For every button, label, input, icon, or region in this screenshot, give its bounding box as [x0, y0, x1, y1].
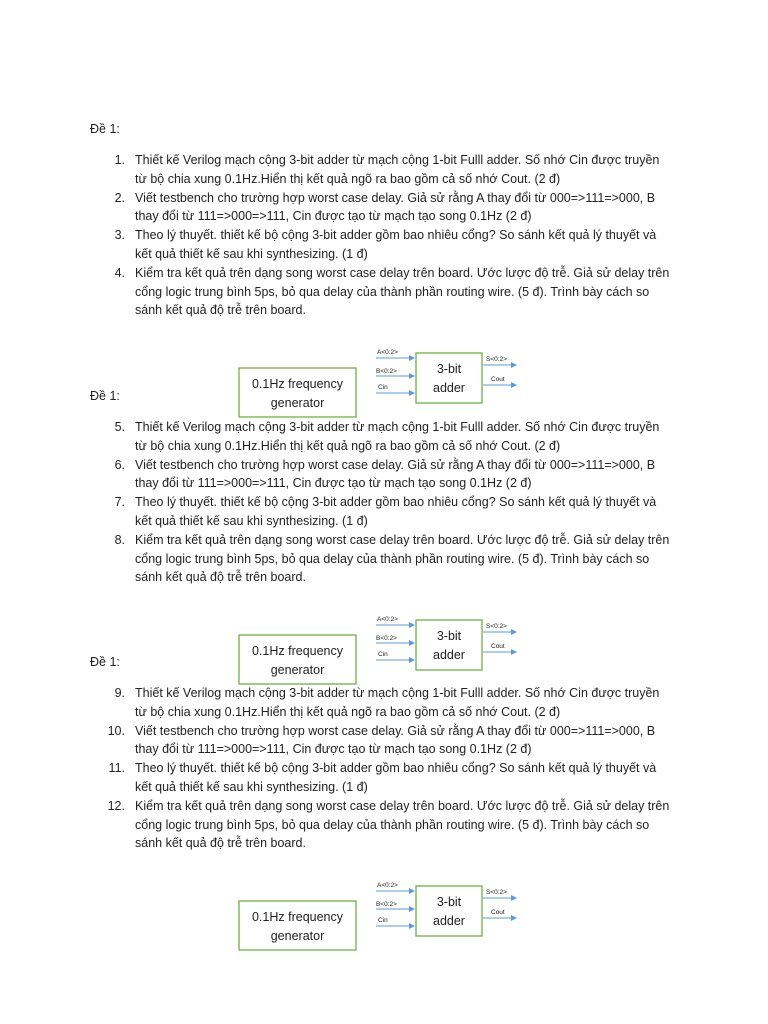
- question-number: 10.: [107, 723, 125, 738]
- question-line: kết quả thiết kế sau khi synthesizing. (1 đ): [135, 246, 368, 261]
- question-line: Theo lý thuyết. thiết kế bộ cộng 3-bit adder gồm bao nhiêu cổng? So sánh kết quả lý thuyết và: [135, 495, 657, 510]
- question-line: Viết testbench cho trường hợp worst case delay. Giả sử rằng A thay đổi từ 000=>111=>000, B: [135, 190, 656, 205]
- adder-label: 3-bit: [436, 362, 462, 376]
- adder-box: [416, 620, 482, 670]
- output-cout-label: Cout: [491, 376, 505, 383]
- output-s-label: S<0:2>: [486, 356, 507, 363]
- question-list: [100, 151, 690, 320]
- input-b-label: B<0:2>: [376, 368, 397, 375]
- question-line: kết quả thiết kế sau khi synthesizing. (1 đ): [135, 513, 368, 528]
- generator-label: 0.1Hz frequency: [251, 644, 344, 658]
- question-line: Kiểm tra kết quả trên dạng song worst case delay trên board. Ước lược độ trễ. Giả sử delay trên: [135, 532, 670, 547]
- block-diagram: [230, 345, 530, 425]
- question-item: [100, 722, 690, 760]
- question-number: 6.: [114, 457, 125, 472]
- section-heading: Đề 1:: [90, 122, 120, 136]
- input-b-label: B<0:2>: [376, 901, 397, 908]
- question-number: 2.: [114, 190, 125, 205]
- question-line: Theo lý thuyết. thiết kế bộ cộng 3-bit adder gồm bao nhiêu cổng? So sánh kết quả lý thuyết và: [135, 228, 657, 243]
- question-number: 12.: [107, 798, 125, 813]
- question-line: sánh kết quả độ trễ trên board.: [135, 836, 306, 851]
- adder-box: [416, 353, 482, 403]
- question-item: [100, 759, 690, 797]
- generator-label: 0.1Hz frequency: [251, 910, 344, 924]
- block-diagram-svg: [230, 345, 530, 425]
- section-heading: Đề 1:: [90, 389, 120, 403]
- block-diagram: [230, 612, 530, 692]
- question-line: thay đổi từ 111=>000=>111, Cin được tạo từ mạch tạo song 0.1Hz (2 đ): [135, 209, 532, 224]
- question-item: [100, 493, 690, 531]
- question-line: Theo lý thuyết. thiết kế bộ cộng 3-bit adder gồm bao nhiêu cổng? So sánh kết quả lý thuyết và: [135, 761, 657, 776]
- question-line: từ bộ chia xung 0.1Hz.Hiển thị kết quả ngõ ra bao gồm cả số nhớ Cout. (2 đ): [135, 438, 561, 453]
- question-number: 9.: [114, 686, 125, 700]
- input-cin-label: Cin: [378, 651, 388, 658]
- question-line: Thiết kế Verilog mạch cộng 3-bit adder từ mạch cộng 1-bit Fulll adder. Số nhớ Cin được truyền: [135, 153, 660, 167]
- question-number: 7.: [114, 495, 125, 510]
- question-line: thay đổi từ 111=>000=>111, Cin được tạo từ mạch tạo song 0.1Hz (2 đ): [135, 476, 532, 491]
- section-heading: Đề 1:: [90, 655, 120, 669]
- question-number: 8.: [114, 532, 125, 547]
- question-line: Viết testbench cho trường hợp worst case delay. Giả sử rằng A thay đổi từ 000=>111=>000, B: [135, 457, 656, 472]
- question-line: cổng logic trung bình 5ps, bỏ qua delay của thành phần routing wire. (5 đ). Trình bày cách so: [135, 551, 650, 566]
- output-s-label: S<0:2>: [486, 623, 507, 630]
- question-line: từ bộ chia xung 0.1Hz.Hiển thị kết quả ngõ ra bao gồm cả số nhớ Cout. (2 đ): [135, 704, 561, 719]
- question-line: Viết testbench cho trường hợp worst case delay. Giả sử rằng A thay đổi từ 000=>111=>000, B: [135, 723, 656, 738]
- input-a-label: A<0:2>: [377, 882, 398, 889]
- question-number: 5.: [114, 420, 125, 434]
- question-line: cổng logic trung bình 5ps, bỏ qua delay của thành phần routing wire. (5 đ). Trình bày cách so: [135, 817, 650, 832]
- question-item: [100, 456, 690, 494]
- question-line: từ bộ chia xung 0.1Hz.Hiển thị kết quả ngõ ra bao gồm cả số nhớ Cout. (2 đ): [135, 171, 561, 186]
- question-number: 4.: [114, 265, 125, 280]
- output-cout-label: Cout: [491, 643, 505, 650]
- adder-label: 3-bit: [436, 629, 462, 643]
- output-cout-label: Cout: [491, 909, 505, 916]
- question-line: Thiết kế Verilog mạch cộng 3-bit adder từ mạch cộng 1-bit Fulll adder. Số nhớ Cin được truyền: [135, 686, 660, 700]
- question-line: cổng logic trung bình 5ps, bỏ qua delay của thành phần routing wire. (5 đ). Trình bày cách so: [135, 284, 650, 299]
- question-line: Kiểm tra kết quả trên dạng song worst case delay trên board. Ước lược độ trễ. Giả sử delay trên: [135, 798, 670, 813]
- question-line: sánh kết quả độ trễ trên board.: [135, 570, 306, 585]
- question-item: [100, 151, 690, 189]
- adder-label: adder: [433, 914, 465, 928]
- adder-box: [416, 886, 482, 936]
- question-line: sánh kết quả độ trễ trên board.: [135, 303, 306, 318]
- question-item: [100, 264, 690, 320]
- question-item: [100, 418, 690, 456]
- question-number: 3.: [114, 228, 125, 243]
- question-item: [100, 684, 690, 722]
- adder-label: adder: [433, 381, 465, 395]
- question-item: [100, 531, 690, 587]
- input-cin-label: Cin: [378, 384, 388, 391]
- question-line: kết quả thiết kế sau khi synthesizing. (1 đ): [135, 779, 368, 794]
- generator-label: 0.1Hz frequency: [251, 377, 344, 391]
- question-list: [100, 684, 690, 853]
- question-item: [100, 226, 690, 264]
- generator-label: generator: [270, 663, 325, 677]
- input-cin-label: Cin: [378, 917, 388, 924]
- question-number: 11.: [108, 761, 125, 776]
- generator-label: generator: [270, 396, 325, 410]
- input-a-label: A<0:2>: [377, 349, 398, 356]
- question-item: [100, 189, 690, 227]
- input-a-label: A<0:2>: [377, 616, 398, 623]
- block-diagram-svg: [230, 612, 530, 692]
- question-line: Thiết kế Verilog mạch cộng 3-bit adder từ mạch cộng 1-bit Fulll adder. Số nhớ Cin được truyền: [135, 420, 660, 434]
- adder-label: adder: [433, 648, 465, 662]
- question-line: thay đổi từ 111=>000=>111, Cin được tạo từ mạch tạo song 0.1Hz (2 đ): [135, 742, 532, 757]
- question-line: Kiểm tra kết quả trên dạng song worst case delay trên board. Ước lược độ trễ. Giả sử delay trên: [135, 265, 670, 280]
- block-diagram: [230, 878, 530, 958]
- adder-label: 3-bit: [436, 895, 462, 909]
- question-item: [100, 797, 690, 853]
- generator-label: generator: [270, 929, 325, 943]
- output-s-label: S<0:2>: [486, 889, 507, 896]
- input-b-label: B<0:2>: [376, 635, 397, 642]
- question-number: 1.: [114, 153, 125, 167]
- question-list: [100, 418, 690, 587]
- block-diagram-svg: [230, 878, 530, 958]
